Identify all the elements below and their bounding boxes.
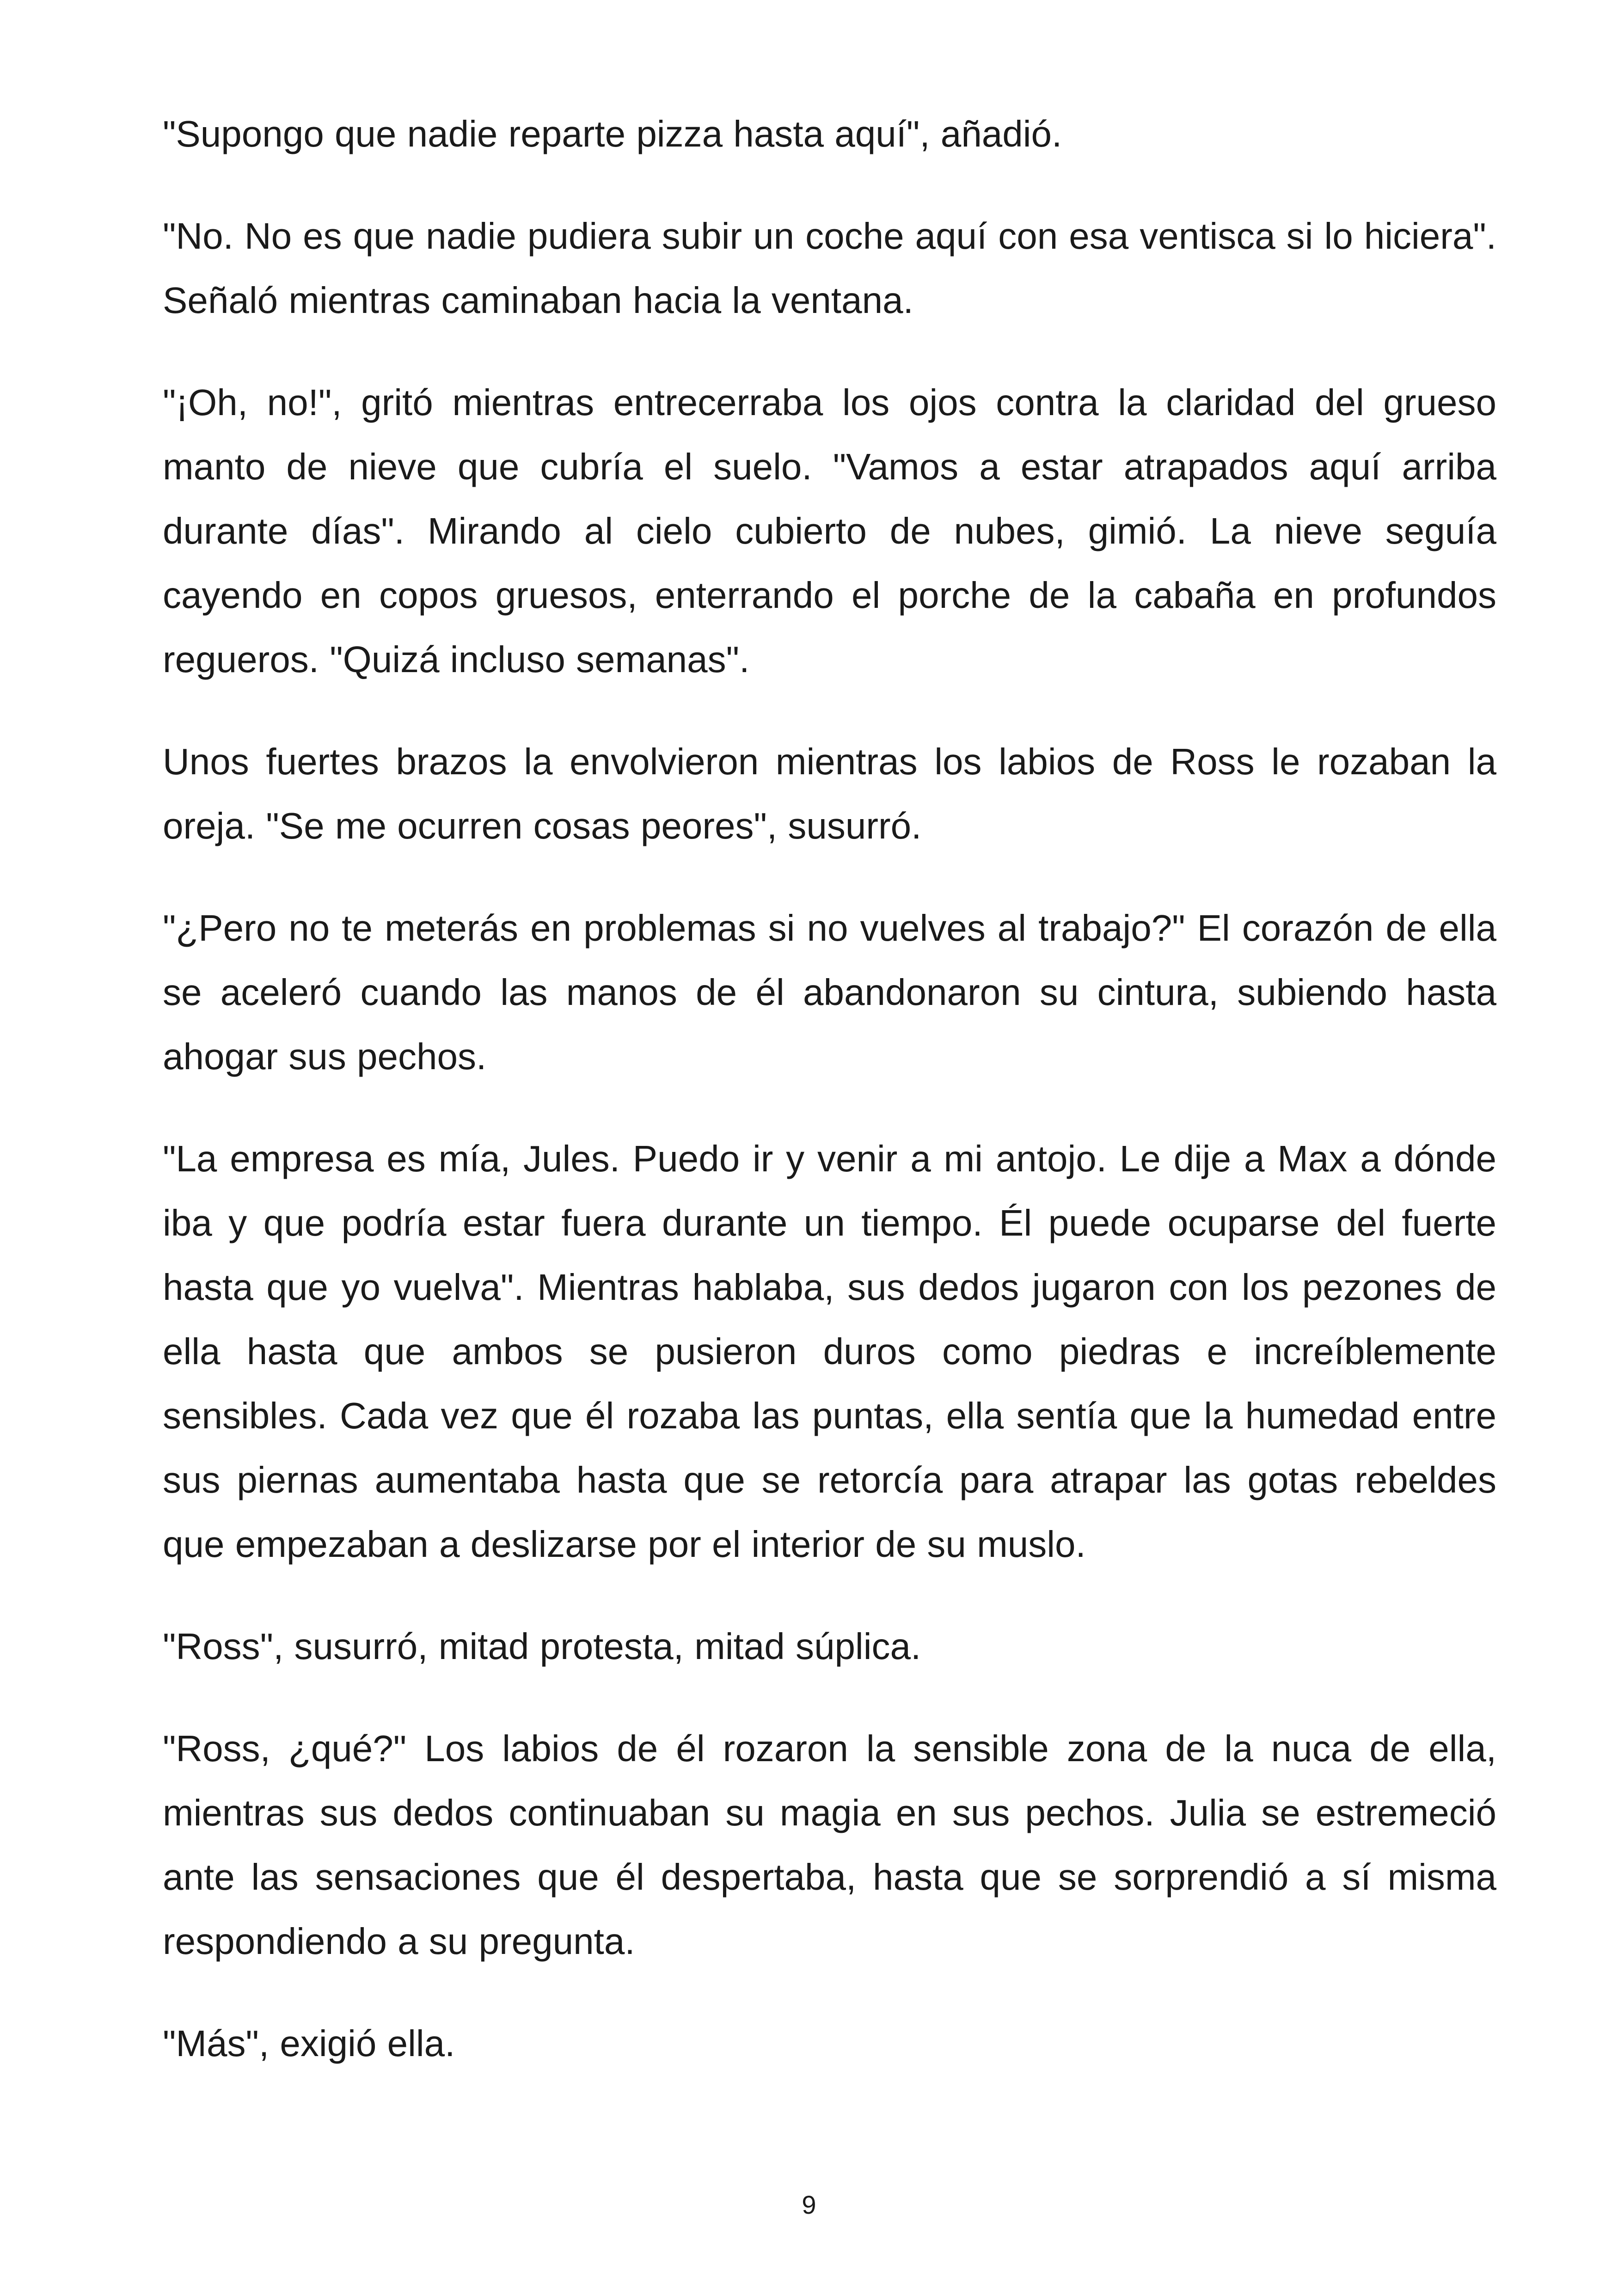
paragraph: "Ross, ¿qué?" Los labios de él rozaron la sensible zona de la nuca de ella, mientras sus dedos continuaban su magia en sus pechos. Julia se estremeció ante las sensaciones que él despertaba, hasta que se sorprendió a sí misma respondiendo a su pregunta. [163,1728,1496,1962]
paragraph: "No. No es que nadie pudiera subir un coche aquí con esa ventisca si lo hiciera". Señaló mientras caminaban hacia la ventana. [163,215,1496,321]
paragraph: "La empresa es mía, Jules. Puedo ir y venir a mi antojo. Le dije a Max a dónde iba y que podría estar fuera durante un tiempo. Él puede ocuparse del fuerte hasta que yo vuelva". Mientras hablaba, sus dedos jugaron con los pezones de ella hasta que ambos se pusieron duros como piedras e increíblemente sensibles. Cada vez que él rozaba las puntas, ella sentía que la humedad entre sus piernas aumentaba hasta que se retorcía para atrapar las gotas rebeldes que empezaban a deslizarse por el interior de su muslo. [163,1138,1496,1565]
page-number: 9 [802,2190,816,2219]
paragraph: "Ross", susurró, mitad protesta, mitad súplica. [163,1626,921,1667]
paragraph: "¡Oh, no!", gritó mientras entrecerraba los ojos contra la claridad del grueso manto de nieve que cubría el suelo. "Vamos a estar atrapados aquí arriba durante días". Mirando al cielo cubierto de nubes, gimió. La nieve seguía cayendo en copos gruesos, enterrando el porche de la cabaña en profundos regueros. "Quizá incluso semanas". [163,382,1496,680]
paragraph: "Supongo que nadie reparte pizza hasta aquí", añadió. [163,113,1062,154]
paragraph: "Más", exigió ella. [163,2023,455,2064]
paragraph: Unos fuertes brazos la envolvieron mientras los labios de Ross le rozaban la oreja. "Se me ocurren cosas peores", susurró. [163,741,1496,846]
body-text [163,102,1496,2076]
paragraph: "¿Pero no te meterás en problemas si no vuelves al trabajo?" El corazón de ella se aceleró cuando las manos de él abandonaron su cintura, subiendo hasta ahogar sus pechos. [163,907,1496,1077]
